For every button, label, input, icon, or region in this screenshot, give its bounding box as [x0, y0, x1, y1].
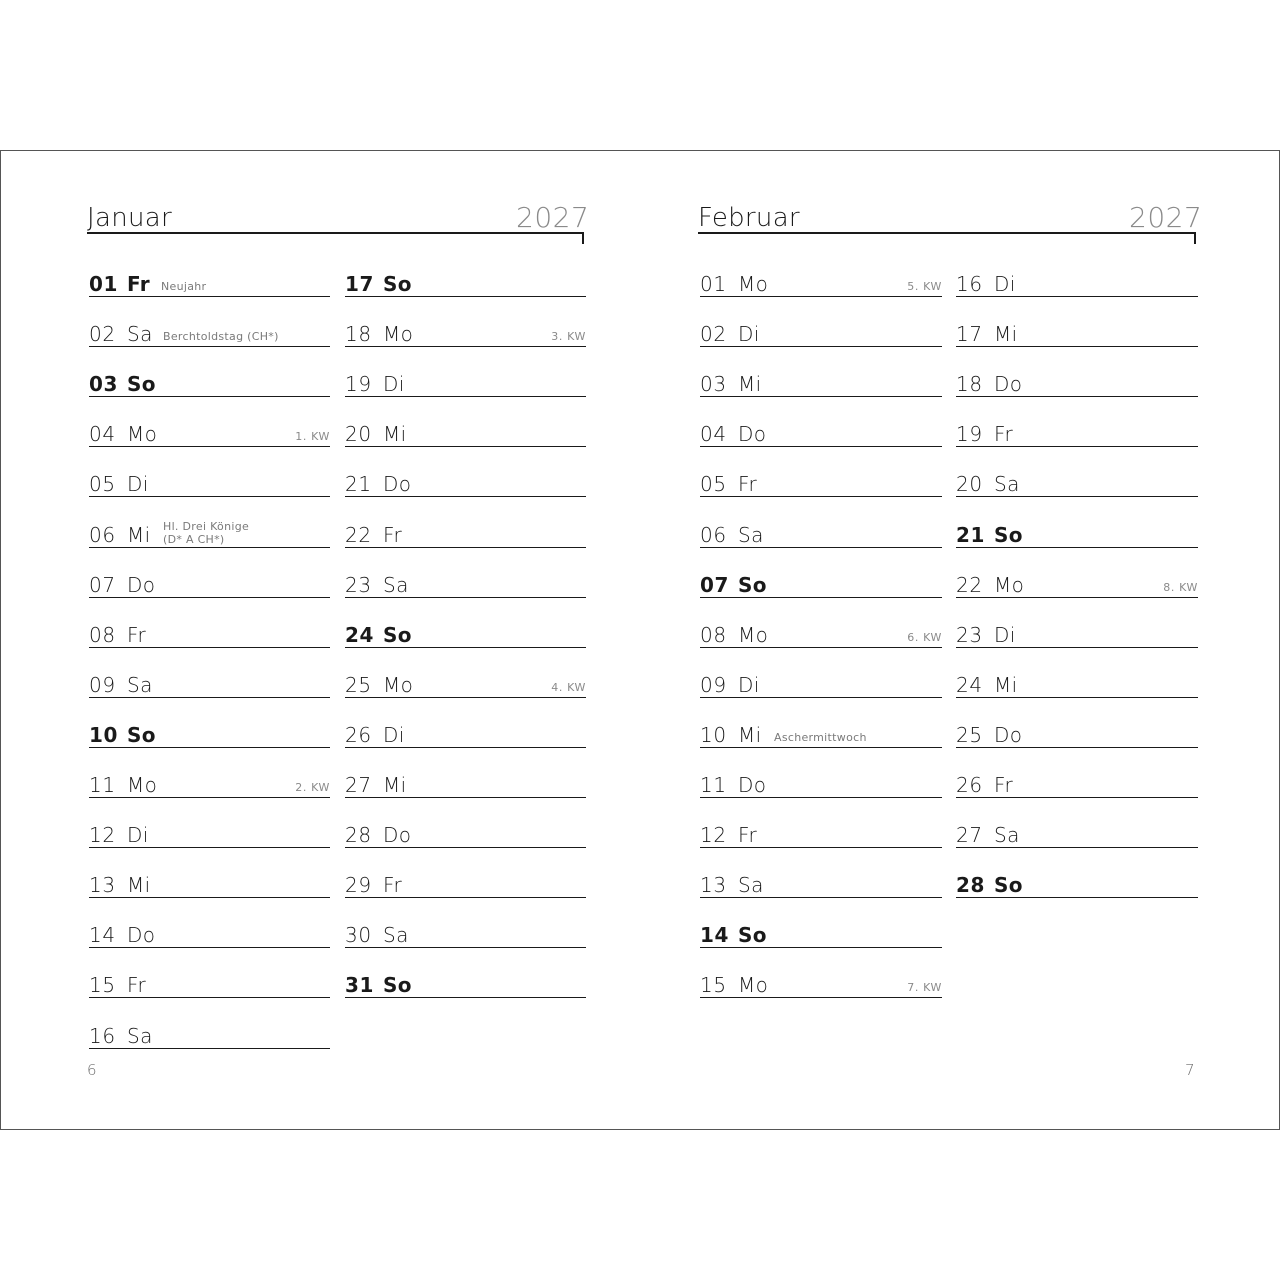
calendar-week-label: 2. KW	[295, 781, 330, 794]
header-tick	[1194, 232, 1196, 244]
header-rule	[87, 232, 584, 234]
weekday-name: Sa	[127, 322, 153, 347]
day-number: 22	[345, 522, 372, 547]
weekday-name: Di	[738, 672, 760, 697]
day-number: 07	[89, 572, 116, 597]
weekday-name: Fr	[994, 773, 1014, 797]
day-number: 14	[89, 923, 116, 948]
day-row	[89, 918, 330, 948]
day-number: 24	[956, 672, 983, 697]
weekday-name: Do	[738, 422, 767, 447]
day-row	[345, 618, 586, 648]
weekday-name: Fr	[994, 422, 1014, 447]
day-row	[700, 317, 942, 347]
weekday-name: Sa	[994, 472, 1020, 497]
weekday-name: Mo	[383, 322, 414, 347]
page-number: 7	[1185, 1061, 1195, 1079]
day-number: 02	[89, 322, 116, 347]
day-row	[700, 968, 942, 998]
day-row	[345, 518, 586, 548]
calendar-week-label: 7. KW	[907, 981, 942, 995]
day-row	[345, 968, 586, 998]
weekday-name: Mo	[127, 422, 158, 447]
weekday-name: Mi	[738, 722, 762, 747]
day-row	[700, 718, 942, 748]
day-number: 28	[345, 823, 372, 848]
day-row	[956, 568, 1198, 598]
holiday-label: Berchtoldstag (CH*)	[163, 330, 279, 344]
day-number: 26	[345, 722, 372, 747]
weekday-name: Mi	[738, 372, 762, 397]
day-row	[89, 317, 330, 347]
weekday-name: Fr	[383, 873, 403, 898]
day-number: 23	[956, 622, 983, 647]
year-label: 2027	[516, 201, 590, 234]
weekday-name: Do	[383, 823, 412, 848]
day-row	[700, 818, 942, 848]
day-number: 08	[89, 622, 116, 647]
day-row	[89, 768, 330, 798]
day-row	[700, 267, 942, 297]
day-number: 06	[700, 522, 727, 547]
weekday-name: Mi	[383, 422, 407, 447]
day-row	[956, 618, 1198, 648]
weekday-name: Mo	[738, 622, 769, 647]
day-row	[345, 718, 586, 748]
weekday-name: So	[383, 272, 412, 296]
calendar-week-label: 1. KW	[295, 430, 330, 444]
month-title: Januar	[87, 203, 172, 233]
day-number: 01	[700, 272, 727, 296]
day-number: 16	[956, 272, 983, 296]
day-number: 11	[700, 773, 727, 797]
weekday-name: Do	[127, 923, 156, 948]
weekday-name: Di	[127, 472, 149, 497]
day-row	[956, 518, 1198, 548]
day-number: 07	[700, 572, 730, 597]
day-row	[89, 267, 330, 297]
day-row	[345, 768, 586, 798]
day-row	[700, 618, 942, 648]
weekday-name: Di	[127, 823, 149, 848]
weekday-name: Mi	[994, 672, 1018, 697]
day-row	[956, 367, 1198, 397]
day-row	[89, 467, 330, 497]
day-row	[89, 367, 330, 397]
day-row	[700, 668, 942, 698]
day-row	[89, 718, 330, 748]
day-row	[700, 918, 942, 948]
weekday-name: So	[383, 622, 412, 647]
day-row	[956, 668, 1198, 698]
weekday-name: Di	[994, 622, 1016, 647]
day-number: 05	[700, 472, 727, 497]
page-januar	[1, 151, 640, 1129]
day-row	[345, 467, 586, 497]
day-number: 17	[345, 272, 375, 296]
weekday-name: Mo	[738, 973, 769, 998]
day-row	[89, 868, 330, 898]
weekday-name: Mi	[127, 522, 151, 547]
day-number: 09	[89, 672, 116, 697]
weekday-name: Sa	[127, 672, 153, 697]
day-row	[700, 367, 942, 397]
header-tick	[582, 232, 584, 244]
weekday-name: Mo	[127, 773, 158, 797]
weekday-name: Mo	[738, 272, 769, 296]
weekday-name: Mo	[383, 672, 414, 697]
calendar-week-label: 4. KW	[551, 680, 586, 694]
day-row	[956, 818, 1198, 848]
day-row	[345, 818, 586, 848]
weekday-name: Fr	[127, 272, 151, 296]
day-number: 30	[345, 923, 372, 948]
page-number: 6	[87, 1061, 97, 1079]
day-number: 22	[956, 572, 983, 597]
day-number: 27	[956, 823, 983, 848]
day-row	[345, 668, 586, 698]
day-number: 19	[345, 372, 372, 397]
header-rule	[698, 232, 1196, 234]
day-row	[89, 618, 330, 648]
weekday-name: So	[738, 923, 767, 948]
weekday-name: Di	[994, 272, 1016, 296]
weekday-name: Di	[738, 322, 760, 347]
day-number: 26	[956, 773, 983, 797]
day-row	[89, 1019, 330, 1049]
weekday-name: Mi	[383, 773, 407, 797]
weekday-name: Sa	[738, 873, 764, 898]
day-number: 12	[89, 823, 116, 848]
day-number: 04	[89, 422, 116, 447]
weekday-name: Fr	[127, 973, 147, 998]
weekday-name: So	[994, 873, 1023, 898]
day-number: 11	[89, 773, 116, 797]
weekday-name: Di	[383, 372, 405, 397]
weekday-name: Fr	[738, 472, 758, 497]
weekday-name: Di	[383, 722, 405, 747]
day-number: 25	[345, 672, 372, 697]
day-number: 31	[345, 973, 375, 998]
day-row	[956, 718, 1198, 748]
weekday-name: Fr	[383, 522, 403, 547]
weekday-name: Sa	[383, 923, 409, 948]
day-row	[956, 417, 1198, 447]
day-number: 18	[345, 322, 372, 347]
day-number: 10	[700, 722, 727, 747]
calendar-week-label: 3. KW	[551, 330, 586, 344]
day-number: 25	[956, 722, 983, 747]
weekday-name: Fr	[738, 823, 758, 848]
day-row	[345, 367, 586, 397]
day-number: 02	[700, 322, 727, 347]
year-label: 2027	[1129, 201, 1203, 234]
day-number: 06	[89, 522, 116, 547]
day-number: 19	[956, 422, 983, 447]
day-row	[956, 467, 1198, 497]
weekday-name: So	[127, 722, 156, 747]
day-number: 15	[89, 973, 116, 998]
day-row	[89, 518, 330, 548]
weekday-name: Sa	[383, 572, 409, 597]
day-number: 08	[700, 622, 727, 647]
weekday-name: Mi	[127, 873, 151, 898]
day-row	[89, 668, 330, 698]
day-row	[700, 868, 942, 898]
weekday-name: Do	[127, 572, 156, 597]
day-number: 14	[700, 923, 730, 948]
day-number: 05	[89, 472, 116, 497]
day-row	[700, 467, 942, 497]
day-number: 20	[345, 422, 372, 447]
day-number: 03	[700, 372, 727, 397]
calendar-week-label: 8. KW	[1163, 580, 1198, 594]
weekday-name: So	[127, 372, 156, 397]
day-number: 28	[956, 873, 986, 898]
day-number: 23	[345, 572, 372, 597]
day-number: 04	[700, 422, 727, 447]
weekday-name: Mo	[994, 572, 1025, 597]
day-row	[345, 417, 586, 447]
day-number: 03	[89, 372, 119, 397]
day-row	[700, 568, 942, 598]
calendar-week-label: 6. KW	[907, 630, 942, 644]
day-number: 18	[956, 372, 983, 397]
page-februar	[611, 151, 1250, 1129]
day-number: 15	[700, 973, 727, 998]
day-number: 24	[345, 622, 375, 647]
day-number: 12	[700, 823, 727, 848]
day-number: 21	[956, 522, 986, 547]
holiday-label	[163, 520, 249, 546]
day-row	[700, 518, 942, 548]
day-number: 09	[700, 672, 727, 697]
day-number: 17	[956, 322, 983, 347]
day-row	[89, 818, 330, 848]
calendar-week-label: 5. KW	[907, 280, 942, 293]
day-number: 29	[345, 873, 372, 898]
holiday-label-line: Hl. Drei Könige	[163, 519, 250, 533]
weekday-name: Do	[383, 472, 412, 497]
day-row	[956, 317, 1198, 347]
weekday-name: Do	[994, 722, 1023, 747]
day-number: 21	[345, 472, 372, 497]
month-title: Februar	[698, 203, 800, 233]
day-number: 13	[89, 873, 116, 898]
day-row	[345, 918, 586, 948]
weekday-name: Sa	[127, 1023, 153, 1048]
day-row	[345, 868, 586, 898]
day-row	[89, 568, 330, 598]
day-row	[345, 267, 586, 297]
day-row	[89, 968, 330, 998]
day-row	[956, 768, 1198, 798]
day-number: 10	[89, 722, 119, 747]
day-row	[89, 417, 330, 447]
day-number: 27	[345, 773, 372, 797]
weekday-name: Do	[994, 372, 1023, 397]
day-number: 20	[956, 472, 983, 497]
holiday-label: Neujahr	[161, 280, 207, 293]
day-row	[345, 568, 586, 598]
day-number: 16	[89, 1023, 116, 1048]
weekday-name: Mi	[994, 322, 1018, 347]
day-row	[700, 417, 942, 447]
weekday-name: Sa	[738, 522, 764, 547]
day-row	[345, 317, 586, 347]
day-number: 13	[700, 873, 727, 898]
weekday-name: Do	[738, 773, 767, 797]
holiday-label-line: (D* A CH*)	[163, 532, 225, 546]
calendar-spread	[0, 150, 1280, 1130]
day-number: 01	[89, 272, 119, 296]
weekday-name: Fr	[127, 622, 147, 647]
weekday-name: So	[994, 522, 1023, 547]
weekday-name: So	[738, 572, 767, 597]
holiday-label: Aschermittwoch	[774, 730, 867, 744]
weekday-name: Sa	[994, 823, 1020, 848]
day-row	[956, 868, 1198, 898]
day-row	[700, 768, 942, 798]
weekday-name: So	[383, 973, 412, 998]
day-row	[956, 267, 1198, 297]
